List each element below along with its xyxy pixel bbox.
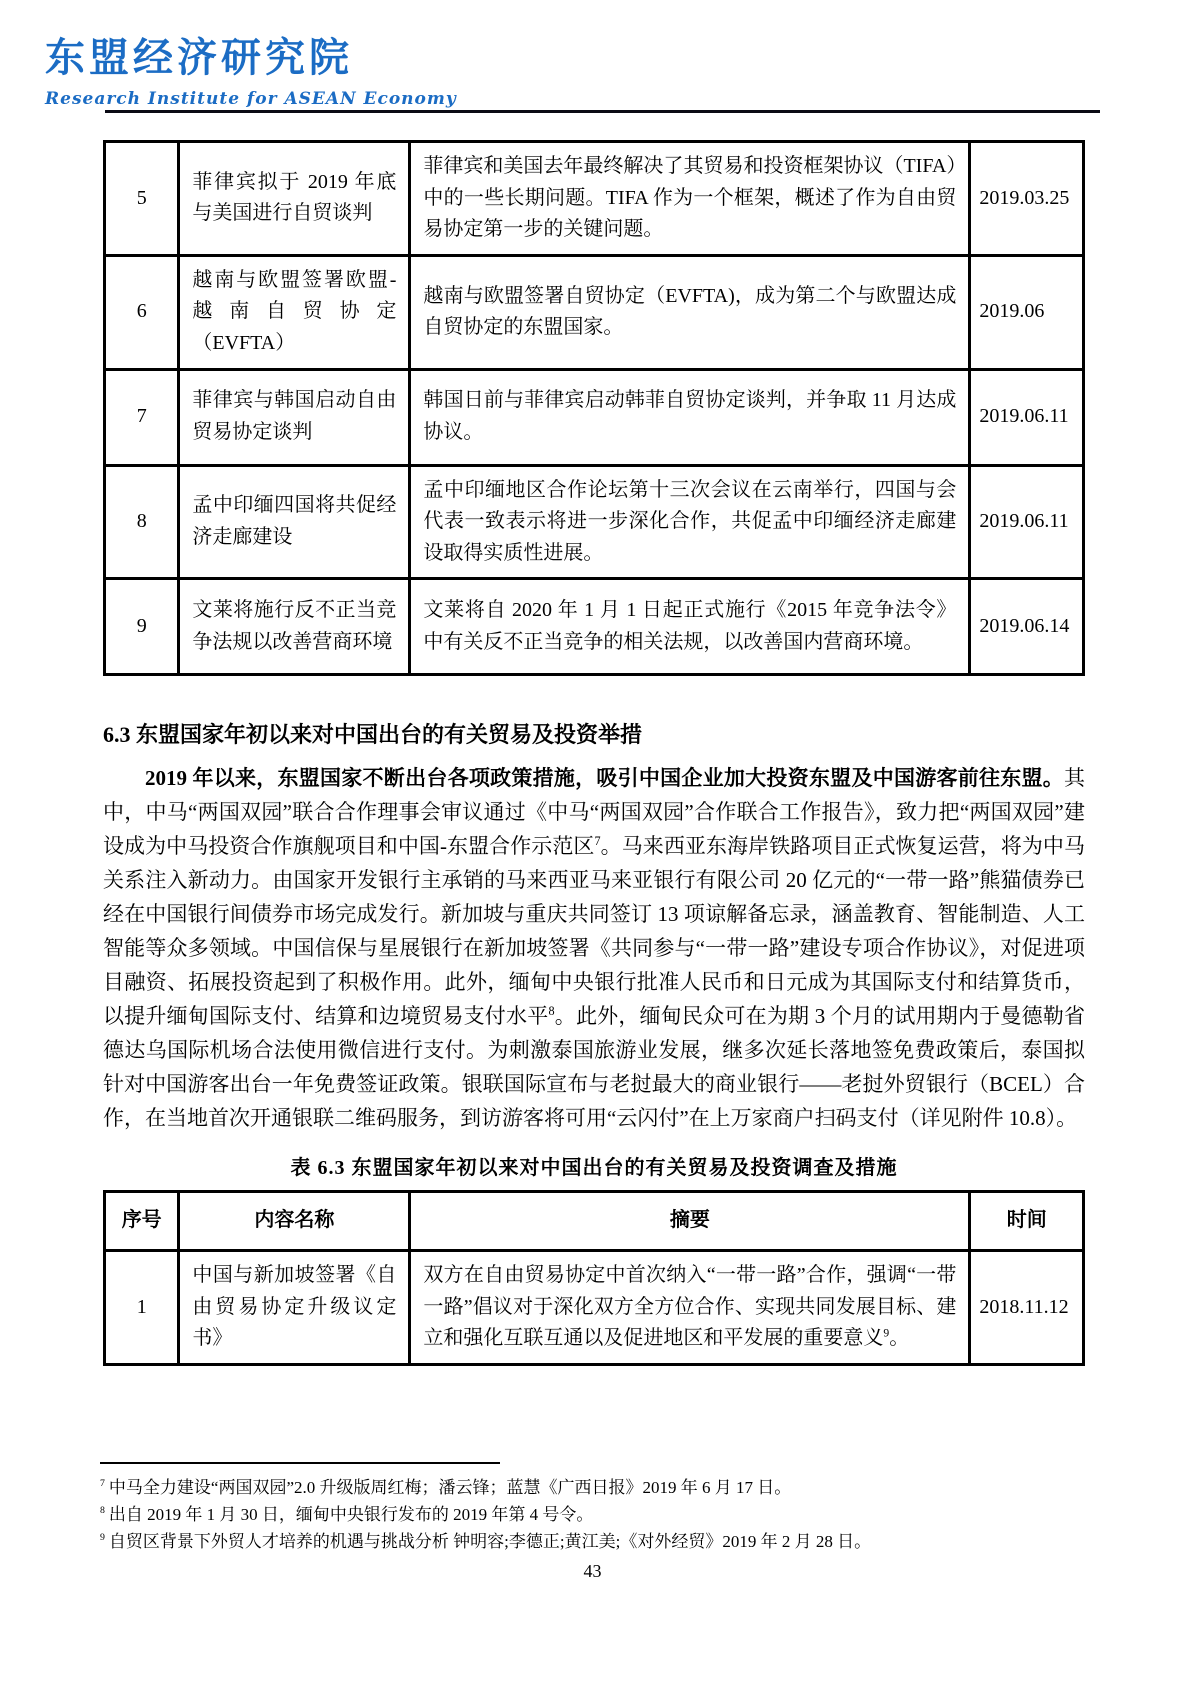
content-name-cell: 孟中印缅四国将共促经济走廊建设 xyxy=(179,465,410,579)
row-number-cell: 1 xyxy=(105,1250,179,1364)
footnote-divider xyxy=(100,1462,500,1464)
summary-cell: 韩国日前与菲律宾启动韩菲自贸协定谈判，并争取 11 月达成协议。 xyxy=(410,369,970,465)
row-number-cell: 9 xyxy=(105,579,179,675)
date-cell: 2019.03.25 xyxy=(970,142,1084,256)
row-number-cell: 7 xyxy=(105,369,179,465)
table-row xyxy=(105,142,1084,256)
content-name-cell: 越南与欧盟签署欧盟-越南自贸协定（EVFTA） xyxy=(179,255,410,369)
header-divider xyxy=(105,110,1100,113)
summary-cell: 越南与欧盟签署自贸协定（EVFTA)，成为第二个与欧盟达成自贸协定的东盟国家。 xyxy=(410,255,970,369)
date-cell: 2019.06 xyxy=(970,255,1084,369)
summary-cell: 孟中印缅地区合作论坛第十三次会议在云南举行，四国与会代表一致表示将进一步深化合作，共促孟中印缅经济走廊建设取得实质性进展。 xyxy=(410,465,970,579)
content-name-cell: 菲律宾与韩国启动自由贸易协定谈判 xyxy=(179,369,410,465)
content-name-cell: 文莱将施行反不正当竞争法规以改善营商环境 xyxy=(179,579,410,675)
date-cell: 2019.06.11 xyxy=(970,465,1084,579)
table-row xyxy=(105,579,1084,675)
header-summary: 摘要 xyxy=(410,1192,970,1251)
table-header-row xyxy=(105,1192,1084,1251)
summary-text: 双方在自由贸易协定中首次纳入“一带一路”合作，强调“一带一路”倡议对于深化双方全方位合作、实现共同发展目标、建立和强化互联互通以及促进地区和平发展的重要意义 xyxy=(423,1263,957,1350)
header-name: 内容名称 xyxy=(179,1192,410,1251)
logo-subtitle: Research Institute for ASEAN Economy xyxy=(45,89,457,109)
footnote-text: 出自 2019 年 1 月 30 日，缅甸中央银行发布的 2019 年第 4 号令。 xyxy=(108,1505,594,1524)
footnote-marker-7: 7 xyxy=(100,1478,105,1490)
footnote-ref-8: 8 xyxy=(548,1004,555,1019)
row-number-cell: 5 xyxy=(105,142,179,256)
page-number: 43 xyxy=(583,1561,602,1581)
section-heading: 6.3 东盟国家年初以来对中国出台的有关贸易及投资举措 xyxy=(103,722,643,748)
table-caption: 表 6.3 东盟国家年初以来对中国出台的有关贸易及投资调查及措施 xyxy=(290,1157,898,1180)
paragraph-text: 其中，中马“两国双园”联合合作理事会审议通过《中马“两国双园”合作联合工作报告》，致力把“两国双园”建设成为中马投资合作旗舰项目和中国-东盟合作示范区 xyxy=(103,766,1085,859)
page-content xyxy=(103,140,1085,1366)
footnote xyxy=(100,1501,1085,1528)
footnote xyxy=(100,1474,1085,1501)
date-cell: 2019.06.11 xyxy=(970,369,1084,465)
date-cell: 2019.06.14 xyxy=(970,579,1084,675)
summary-cell: 菲律宾和美国去年最终解决了其贸易和投资框架协议（TIFA）中的一些长期问题。TIFA 作为一个框架，概述了作为自由贸易协定第一步的关键问题。 xyxy=(410,142,970,256)
content-name-cell: 中国与新加坡签署《自由贸易协定升级议定书》 xyxy=(179,1250,410,1364)
date-cell: 2018.11.12 xyxy=(970,1250,1084,1364)
table-row xyxy=(105,369,1084,465)
row-number-cell: 8 xyxy=(105,465,179,579)
row-number-cell: 6 xyxy=(105,255,179,369)
footnote-text: 中马全力建设“两国双园”2.0 升级版周红梅；潘云锋；蓝慧《广西日报》2019 年 6 月 17 日。 xyxy=(108,1478,792,1497)
paragraph-text: 。马来西亚东海岸铁路项目正式恢复运营，将为中马关系注入新动力。由国家开发银行主承销的马来西亚马来亚银行有限公司 20 亿元的“一带一路”熊猫债券已经在中国银行间债券市场完成发行。新加坡与重庆共同签订 13 项谅解备忘录，涵盖教育、智能制造、人工智能等众多领域。中国信保与星展银行在新加坡签署《共同参与“一带一路”建设专项合作协议》，对促进项目融资、拓展投资起到了积极作用。此外，缅甸中央银行批准人民币和日元成为其国际支付和结算货币，以提升缅甸国际支付、结算和边境贸易支付水平 xyxy=(103,834,1085,1029)
footnote-ref-7: 7 xyxy=(594,834,601,849)
china-measures-table xyxy=(103,1190,1085,1365)
summary-text: 。 xyxy=(889,1327,910,1350)
summary-cell: 文莱将自 2020 年 1 月 1 日起正式施行《2015 年竞争法令》中有关反不正当竞争的相关法规，以改善国内营商环境。 xyxy=(410,579,970,675)
paragraph-lead: 2019 年以来，东盟国家不断出台各项政策措施，吸引中国企业加大投资东盟及中国游客前往东盟。 xyxy=(145,766,1064,791)
table-row xyxy=(105,255,1084,369)
header-no: 序号 xyxy=(105,1192,179,1251)
summary-cell xyxy=(410,1250,970,1364)
footnote-block xyxy=(100,1462,1085,1582)
table-row xyxy=(105,1250,1084,1364)
trade-measures-table xyxy=(103,140,1085,676)
logo-title: 东盟经济研究院 xyxy=(45,35,353,80)
footnote-marker-8: 8 xyxy=(100,1505,105,1517)
body-paragraph xyxy=(103,761,1085,1135)
header-logo xyxy=(45,26,457,109)
paragraph-text: 。此外，缅甸民众可在为期 3 个月的试用期内于曼德勒省德达乌国际机场合法使用微信进行支付。为刺激泰国旅游业发展，继多次延长落地签免费政策后，泰国拟针对中国游客出台一年免费签证政策。银联国际宣布与老挝最大的商业银行——老挝外贸银行（BCEL）合作，在当地首次开通银联二维码服务，到访游客将可用“云闪付”在上万家商户扫码支付（详见附件 10.8）。 xyxy=(103,1004,1086,1131)
footnote-marker-9: 9 xyxy=(100,1532,105,1544)
table-row xyxy=(105,465,1084,579)
footnote-text: 自贸区背景下外贸人才培养的机遇与挑战分析 钟明容;李德正;黄江美;《对外经贸》2019 年 2 月 28 日。 xyxy=(108,1532,872,1551)
footnote xyxy=(100,1528,1085,1555)
content-name-cell: 菲律宾拟于 2019 年底与美国进行自贸谈判 xyxy=(179,142,410,256)
footnote-ref-9: 9 xyxy=(883,1326,890,1340)
header-date: 时间 xyxy=(970,1192,1084,1251)
